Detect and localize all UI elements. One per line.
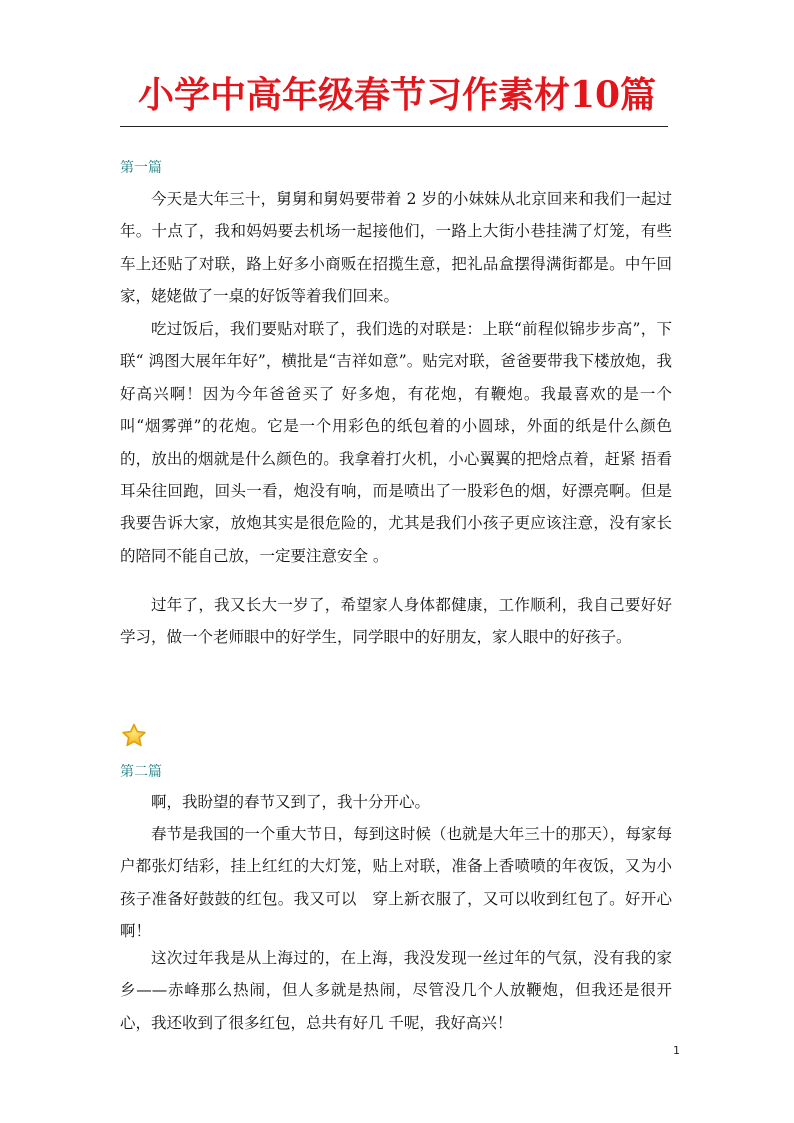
star-icon (120, 722, 148, 750)
section-heading-2: 第二篇 (120, 764, 162, 780)
page-title: 小学中高年级春节习作素材10篇 (137, 74, 657, 116)
title-divider (120, 126, 668, 127)
page-number: 1 (673, 1044, 680, 1057)
paragraph-2-1: 啊，我盼望的春节又到了，我十分开心。 (151, 793, 431, 811)
paragraph-1-2: 吃过饭后，我们要贴对联了，我们选的对联是：上联“前程似锦步步高”，下联“ 鸿图大展年年好”，横批是“吉祥如意”。贴完对联，爸爸要带我下楼放炮，我好高兴啊！因为今年爸爸买了 好多炮，有花炮，有鞭炮。我最喜欢的是一个叫“烟雾弹”的花炮。它是一个用彩色的纸包着的小圆球，外面的纸是什么颜色的，放出的烟就是什么颜色的。我拿着打火机，小心翼翼的把焓点着，赶紧 捂看耳朵往回跑，回头一看，炮没有响，而是喷出了一股彩色的烟，好漂亮啊。但是我要告诉大家，放炮其实是很危险的，尤其是我们小孩子更应该注意，没有家长的陪同不能自己放，一定要注意安全 。 (120, 320, 672, 565)
paragraph-2-2: 春节是我国的一个重大节日，每到这时候（也就是大年三十的那天），每家每户都张灯结彩，挂上红红的大灯笼，贴上对联，准备上香喷喷的年夜饭，又为小孩子准备好鼓鼓的红包。我又可以 穿上新衣服了，又可以收到红包了。好开心啊！ (120, 825, 672, 941)
paragraph-2-3: 这次过年我是从上海过的，在上海，我没发现一丝过年的气氛，没有我的家乡——赤峰那么热闹，但人多就是热闹，尽管没几个人放鞭炮，但我还是很开心，我还收到了很多红包，总共有好几 千呢，我好高兴！ (120, 949, 672, 1032)
section-heading-1: 第一篇 (120, 160, 162, 176)
paragraph-1-1: 今天是大年三十，舅舅和舅妈要带着 2 岁的小妹妹从北京回来和我们一起过年。十点了，我和妈妈要去机场一起接他们，一路上大街小巷挂满了灯笼，有些车上还贴了对联，路上好多小商贩在招揽生意，把礼品盒摆得满街都是。中午回家，姥姥做了一桌的好饭等着我们回来。 (120, 190, 672, 306)
paragraph-1-3: 过年了，我又长大一岁了，希望家人身体都健康，工作顺利，我自己要好好学习，做一个老师眼中的好学生，同学眼中的好朋友，家人眼中的好孩子。 (120, 596, 672, 647)
